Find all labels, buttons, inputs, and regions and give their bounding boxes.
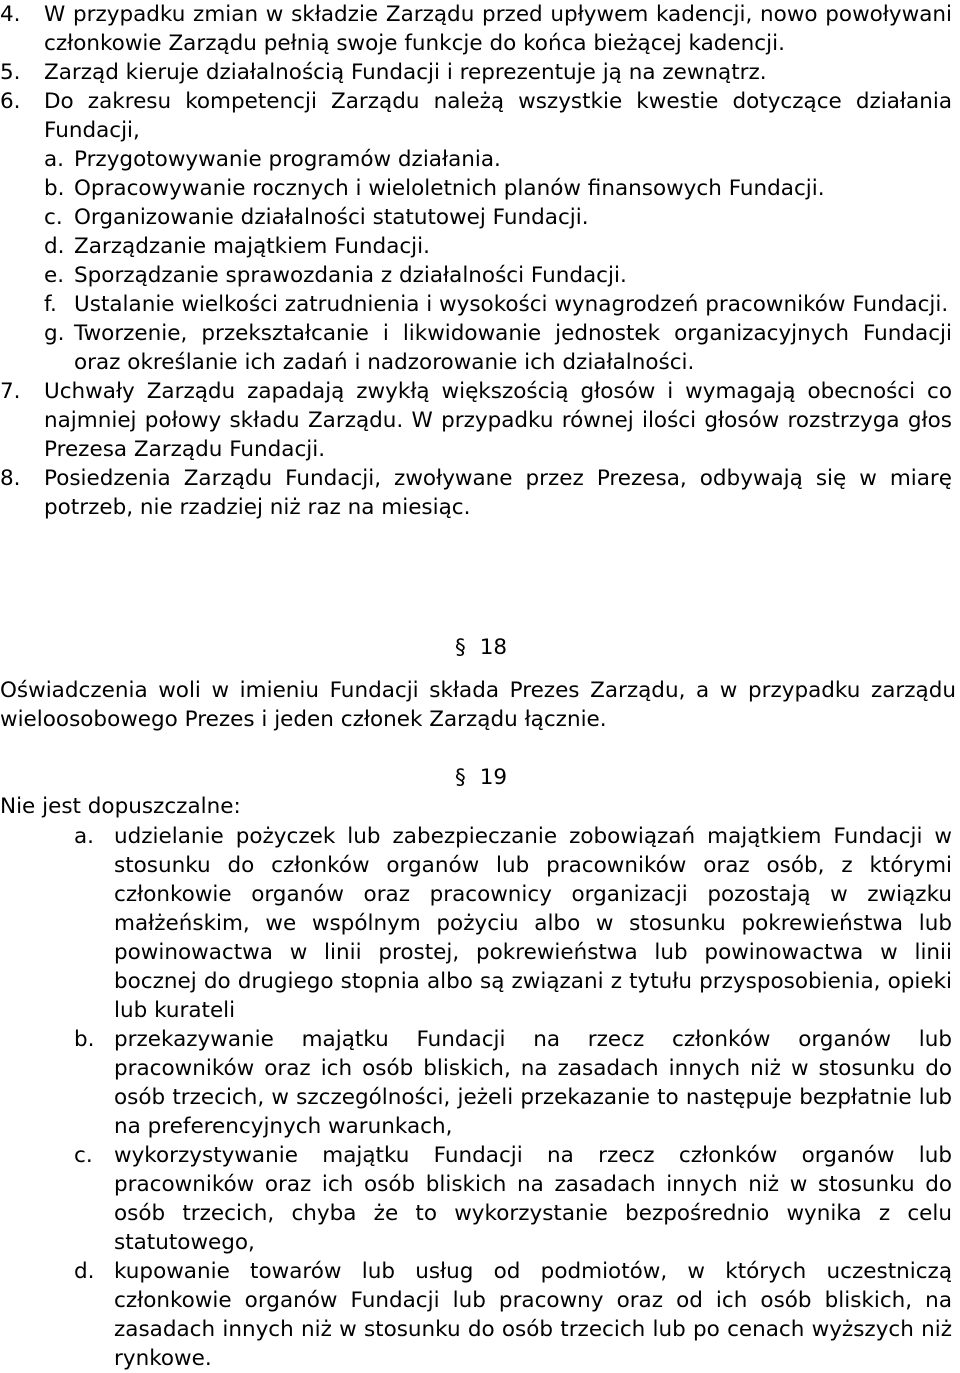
item-number: 5. (0, 60, 21, 85)
sublist-item (0, 174, 956, 203)
sub-item-text: Ustalanie wielkości zatrudnienia i wysokości wynagrodzeń pracowników Fundacji. (74, 292, 949, 317)
sublist-item (0, 261, 956, 290)
sub-item-text: Organizowanie działalności statutowej Fundacji. (74, 205, 589, 230)
list-item (0, 377, 956, 464)
list-item (0, 1141, 956, 1257)
sub-item-letter: a. (44, 147, 65, 172)
numbered-list-top (0, 0, 956, 522)
list-item (0, 822, 956, 1025)
section-heading-19 (455, 762, 507, 794)
sublist-item (0, 203, 956, 232)
sublist-item6 (0, 145, 956, 377)
sub-item-text: Tworzenie, przekształcanie i likwidowanie jednostek organizacyjnych Fundacji oraz określanie ich zadań i nadzorowanie ich działalności. (74, 321, 952, 375)
section-19-intro: Nie jest dopuszczalne: (0, 794, 241, 819)
section-sign: § (455, 765, 466, 790)
sublist-item (0, 145, 956, 174)
sublist-item (0, 290, 956, 319)
item-text: wykorzystywanie majątku Fundacji na rzecz członków organów lub pracowników oraz ich osób bliskich na zasadach innych niż w stosunku do osób trzecich, chyba że to wykorzystanie bezpośrednio wynika z celu statutowego, (114, 1143, 952, 1255)
sub-item-text: Opracowywanie rocznych i wieloletnich planów finansowych Fundacji. (74, 176, 825, 201)
item-number: 6. (0, 89, 21, 114)
section-19-list (0, 822, 956, 1373)
list-item (0, 87, 956, 145)
section-heading-18 (455, 632, 507, 664)
sub-item-text: Przygotowywanie programów działania. (74, 147, 501, 172)
item-text: kupowanie towarów lub usług od podmiotów, w których uczestniczą członkowie organów Fundacji lub pracowny oraz od ich osób bliskich, na zasadach innych niż w stosunku do osób trzecich lub po cenach wyższych niż rynkowe. (114, 1259, 952, 1371)
section-number: 19 (479, 765, 508, 790)
sub-item-letter: f. (44, 292, 57, 317)
item-number: 4. (0, 2, 21, 27)
sub-item-letter: c. (44, 205, 63, 230)
item-text: udzielanie pożyczek lub zabezpieczanie zobowiązań majątkiem Fundacji w stosunku do członków organów lub pracowników oraz osób, z którymi członkowie organów oraz pracownicy organizacji pozostają w związku małżeńskim, we wspólnym pożyciu albo w stosunku pokrewieństwa lub powinowactwa w linii prostej, pokrewieństwa lub powinowactwa w linii bocznej do drugiego stopnia albo są związani z tytułu przysposobienia, opieki lub kurateli (114, 824, 952, 1023)
item-number: 7. (0, 379, 21, 404)
item-letter: d. (74, 1259, 95, 1284)
item-text: Zarząd kieruje działalnością Fundacji i reprezentuje ją na zewnątrz. (44, 60, 767, 85)
list-item (0, 0, 956, 58)
item-letter: a. (74, 824, 95, 849)
sub-item-text: Sporządzanie sprawozdania z działalności Fundacji. (74, 263, 627, 288)
sub-item-letter: g. (44, 321, 65, 346)
item-text: W przypadku zmian w składzie Zarządu przed upływem kadencji, nowo powoływani członkowie Zarządu pełnią swoje funkcje do końca bieżącej kadencji. (44, 2, 952, 56)
item-letter: c. (74, 1143, 93, 1168)
list-item (0, 464, 956, 522)
sub-item-text: Zarządzanie majątkiem Fundacji. (74, 234, 430, 259)
list-item (0, 1025, 956, 1141)
item-text: Do zakresu kompetencji Zarządu należą wszystkie kwestie dotyczące działania Fundacji, (44, 89, 952, 143)
sub-item-letter: d. (44, 234, 65, 259)
item-letter: b. (74, 1027, 95, 1052)
section-18-text: Oświadczenia woli w imieniu Fundacji składa Prezes Zarządu, a w przypadku zarządu wieloosobowego Prezes i jeden członek Zarządu łącznie. (0, 678, 956, 732)
sublist-item (0, 319, 956, 377)
item-number: 8. (0, 466, 21, 491)
list-item (0, 1257, 956, 1373)
item-text: przekazywanie majątku Fundacji na rzecz członków organów lub pracowników oraz ich osób bliskich, na zasadach innych niż w stosunku do osób trzecich, w szczególności, jeżeli przekazanie to następuje bezpłatnie lub na preferencyjnych warunkach, (114, 1027, 952, 1139)
list-item (0, 58, 956, 87)
section-sign: § (455, 635, 466, 660)
item-text: Uchwały Zarządu zapadają zwykłą większością głosów i wymagają obecności co najmniej połowy składu Zarządu. W przypadku równej ilości głosów rozstrzyga głos Prezesa Zarządu Fundacji. (44, 379, 952, 462)
section-number: 18 (479, 635, 508, 660)
sub-item-letter: e. (44, 263, 65, 288)
sub-item-letter: b. (44, 176, 65, 201)
sublist-item (0, 232, 956, 261)
item-text: Posiedzenia Zarządu Fundacji, zwoływane przez Prezesa, odbywają się w miarę potrzeb, nie rzadziej niż raz na miesiąc. (44, 466, 952, 520)
